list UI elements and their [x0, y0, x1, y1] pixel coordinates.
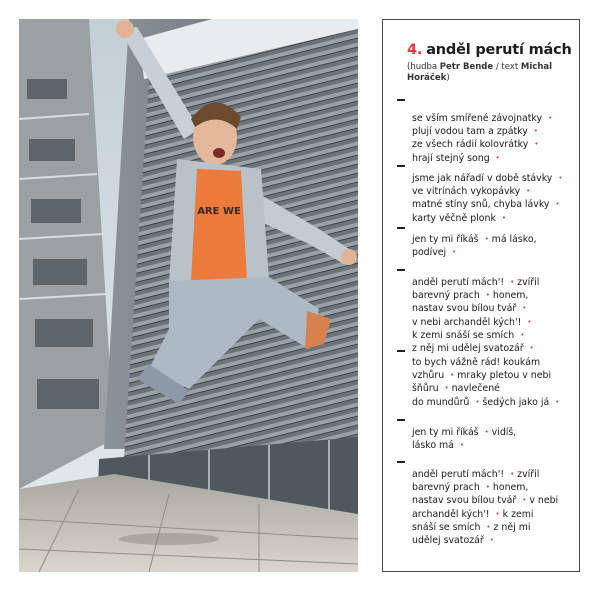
bullet-dot-icon: • — [534, 140, 539, 149]
bullet-dot-icon: • — [450, 371, 455, 380]
bullet-dot-icon: • — [510, 278, 515, 286]
song-credits — [407, 62, 575, 84]
lyric-line: jsme jak nářadí v době stávky • — [412, 173, 563, 184]
lyric-line: se vším smířené závojnatky • — [412, 113, 553, 124]
lyric-line: karty věčně plonk • — [412, 212, 507, 224]
bullet-dot-icon: • — [484, 428, 489, 436]
lyric-line: vzhůru • mraky pletou v nebi — [412, 370, 552, 382]
lyric-line: snáší se smích • z něj mi — [412, 521, 531, 533]
lyric-line: podívej • — [412, 247, 457, 259]
stanza-dash — [397, 227, 405, 229]
stanza — [412, 356, 559, 409]
bullet-dot-icon: • — [485, 483, 490, 492]
shirt-print: ARE WE — [197, 206, 241, 217]
credits-open: (hudba — [407, 62, 438, 72]
lyric-line: ze všech rádií kolovrátky • — [412, 139, 539, 151]
photo-illustration — [19, 19, 358, 572]
lyric-line: nastav svou bílou tvář • — [412, 303, 527, 315]
track-number: 4. — [407, 42, 423, 58]
lyric-line: do mundůrů • šedých jako já • — [412, 396, 560, 408]
stanza-dash — [397, 165, 405, 167]
bullet-dot-icon: • — [486, 522, 491, 531]
bullet-dot-icon: • — [444, 384, 449, 393]
bullet-dot-icon: • — [489, 536, 494, 545]
bullet-dot-icon: • — [527, 317, 532, 326]
stanza — [412, 426, 516, 452]
song-title: anděl perutí mách — [426, 42, 572, 58]
lyric-line: nastav svou bílou tvář • v nebi — [412, 495, 559, 507]
lyric-line: hrají stejný song • — [412, 152, 500, 164]
lyric-line: anděl perutí mách'! • zvířil — [412, 469, 540, 480]
stanza-dash — [397, 461, 405, 463]
stanza — [412, 468, 558, 547]
lyric-line: jen ty mi říkáš • vidíš, — [412, 427, 517, 438]
lyric-line: v nebi archanděl kých'! • — [412, 316, 532, 328]
stanza-dash — [397, 350, 405, 352]
bullet-dot-icon: • — [475, 397, 480, 406]
lyric-line: barevný prach • honem, — [412, 290, 529, 302]
bullet-dot-icon: • — [529, 344, 534, 353]
bullet-dot-icon: • — [459, 441, 465, 450]
lyric-line: k zemi snáší se smích • — [412, 329, 525, 341]
bullet-dot-icon: • — [501, 213, 507, 222]
composer: Petr Bende — [439, 62, 494, 72]
lyric-line: lásko má • — [412, 440, 465, 452]
credits-close: ) — [446, 73, 450, 83]
song-title-heading — [407, 42, 572, 58]
stanza-dash — [397, 419, 405, 421]
stanza — [412, 276, 539, 355]
bullet-dot-icon: • — [522, 496, 527, 505]
stanza-dash — [397, 99, 405, 101]
bullet-dot-icon: • — [555, 200, 560, 209]
bullet-dot-icon: • — [533, 127, 538, 136]
stanza — [412, 233, 537, 259]
bullet-dot-icon: • — [520, 330, 525, 339]
lyric-line: barevný prach • honem, — [412, 482, 529, 494]
lyricist: Michal Horáček — [407, 62, 553, 83]
lyric-line: archanděl kých'! • k zemi — [412, 508, 534, 520]
lyric-line: to bych vážně rád! koukám — [412, 357, 541, 368]
bullet-dot-icon: • — [495, 509, 500, 518]
stanza-dash — [397, 269, 405, 271]
credits-separator: / text — [495, 62, 519, 72]
lyric-line: anděl perutí mách'! • zvířil — [412, 277, 540, 288]
bullet-dot-icon: • — [495, 153, 500, 162]
lyric-line: jen ty mi říkáš • má lásko, — [412, 234, 537, 245]
stanza — [412, 112, 552, 165]
photo-jumping-man — [19, 19, 358, 572]
lyric-line: šňůru • navlečené — [412, 383, 500, 395]
lyric-line: ve vitrínách vykopávky • — [412, 186, 531, 198]
lyric-line: udělej svatozář • — [412, 535, 494, 547]
stanza — [412, 172, 562, 225]
bullet-dot-icon: • — [522, 304, 527, 313]
lyric-line: plují vodou tam a zpátky • — [412, 126, 538, 138]
bullet-dot-icon: • — [526, 187, 531, 196]
bullet-dot-icon: • — [548, 114, 553, 122]
bullet-dot-icon: • — [452, 248, 457, 257]
bullet-dot-icon: • — [558, 174, 563, 182]
bullet-dot-icon: • — [484, 235, 489, 243]
lyrics-panel — [382, 19, 580, 572]
bullet-dot-icon: • — [510, 470, 515, 478]
lyric-line: matné stíny snů, chyba lávky • — [412, 199, 560, 211]
bullet-dot-icon: • — [555, 397, 560, 406]
lyric-line: z něj mi udělej svatozář • — [412, 343, 534, 355]
bullet-dot-icon: • — [485, 291, 490, 300]
